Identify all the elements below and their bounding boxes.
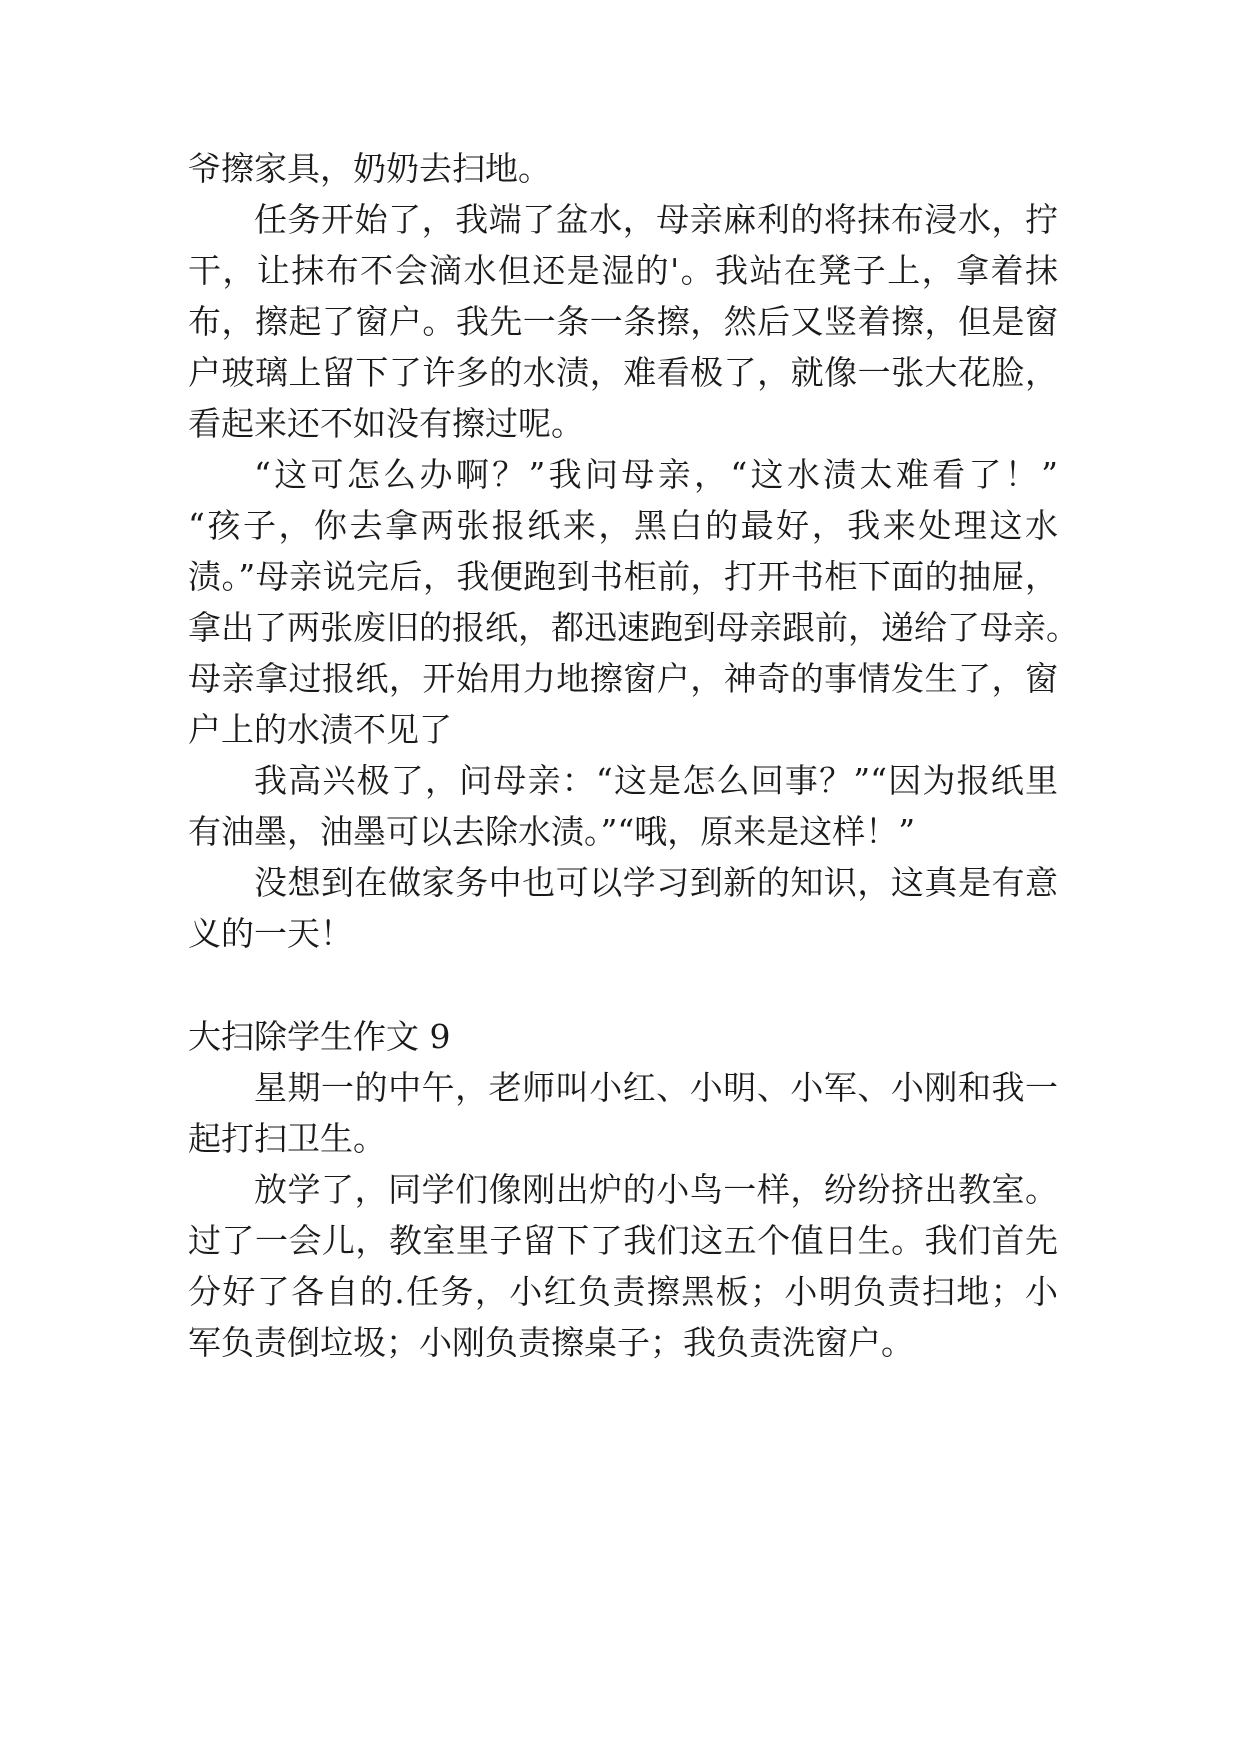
paragraph-line: 军负责倒垃圾；小刚负责擦桌子；我负责洗窗户。 xyxy=(188,1323,914,1362)
paragraph-line: “孩子，你去拿两张报纸来，黑白的最好，我来处理这水 xyxy=(188,506,1058,545)
paragraph-line: 母亲拿过报纸，开始用力地擦窗户，神奇的事情发生了，窗 xyxy=(188,659,1058,698)
paragraph-line: 户玻璃上留下了许多的水渍，难看极了，就像一张大花脸， xyxy=(188,353,1058,392)
paragraph-line: 没想到在做家务中也可以学习到新的知识，这真是有意 xyxy=(254,863,1058,902)
paragraph-line: 渍。”母亲说完后，我便跑到书柜前，打开书柜下面的抽屉， xyxy=(188,557,1058,596)
paragraph-line: 户上的水渍不见了 xyxy=(188,710,452,749)
paragraph-line: 分好了各自的.任务，小红负责擦黑板；小明负责扫地；小 xyxy=(188,1272,1058,1311)
section-heading: 大扫除学生作文 9 xyxy=(188,1017,451,1056)
paragraph-line: 过了一会儿，教室里子留下了我们这五个值日生。我们首先 xyxy=(188,1221,1058,1260)
paragraph-line: 义的一天！ xyxy=(188,914,353,953)
paragraph-line: 星期一的中午，老师叫小红、小明、小军、小刚和我一 xyxy=(254,1068,1058,1107)
paragraph-line: 爷擦家具，奶奶去扫地。 xyxy=(188,149,551,188)
paragraph-line: 布，擦起了窗户。我先一条一条擦，然后又竖着擦，但是窗 xyxy=(188,302,1058,341)
paragraph-line: “这可怎么办啊？”我问母亲，“这水渍太难看了！” xyxy=(254,455,1058,494)
paragraph-line: 干，让抹布不会滴水但还是湿的'。我站在凳子上，拿着抹 xyxy=(188,251,1058,290)
paragraph-line: 起打扫卫生。 xyxy=(188,1119,386,1158)
paragraph-line: 放学了，同学们像刚出炉的小鸟一样，纷纷挤出教室。 xyxy=(254,1170,1058,1209)
paragraph-line: 拿出了两张废旧的报纸，都迅速跑到母亲跟前，递给了母亲。 xyxy=(188,608,1079,647)
paragraph-line: 我高兴极了，问母亲：“这是怎么回事？”“因为报纸里 xyxy=(254,761,1058,800)
paragraph-line: 任务开始了，我端了盆水，母亲麻利的将抹布浸水，拧 xyxy=(254,200,1058,239)
paragraph-line: 看起来还不如没有擦过呢。 xyxy=(188,404,584,443)
paragraph-line: 有油墨，油墨可以去除水渍。”“哦，原来是这样！” xyxy=(188,812,916,851)
